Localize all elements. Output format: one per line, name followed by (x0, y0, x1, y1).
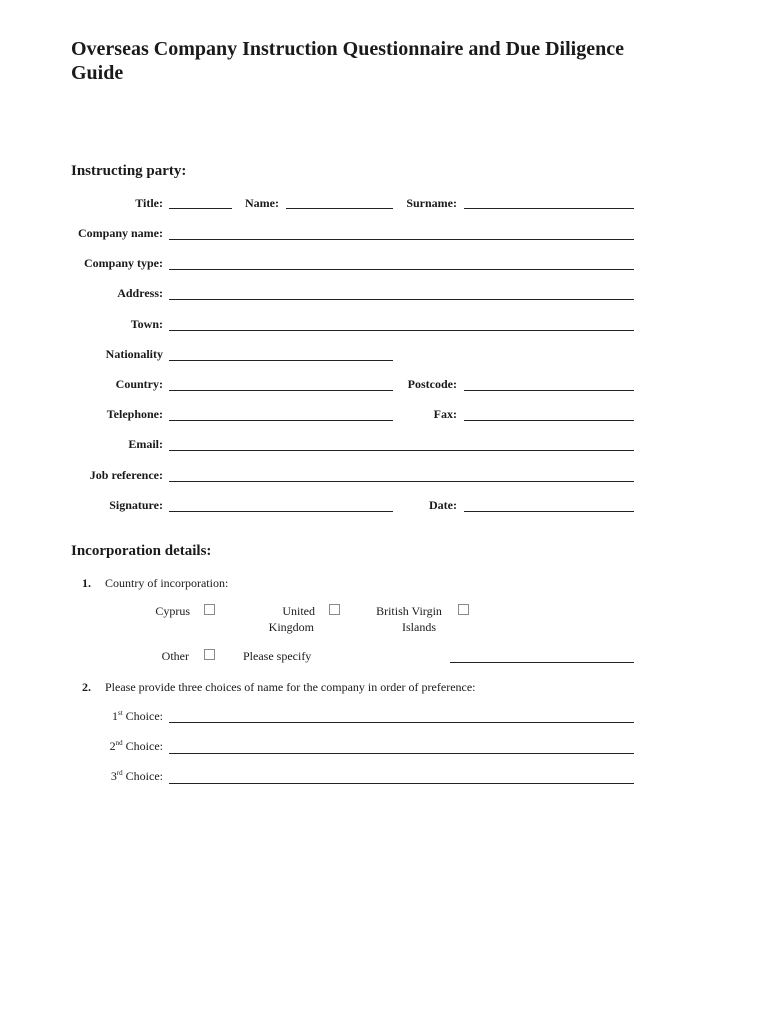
choice-3-label: 3rd Choice: (110, 769, 163, 783)
town-label: Town: (130, 317, 163, 331)
question-2-text: Please provide three choices of name for the company in order of preference: (105, 680, 476, 694)
surname-label: Surname: (406, 196, 457, 210)
option-cyprus-label: Cyprus (155, 604, 190, 618)
uk-checkbox[interactable] (329, 604, 340, 615)
email-label: Email: (128, 437, 163, 451)
option-uk-label (258, 603, 338, 635)
question-1-number: 1. (82, 576, 91, 590)
telephone-label: Telephone: (106, 407, 163, 421)
town-field[interactable] (169, 330, 634, 331)
option-other-label: Other (161, 649, 189, 663)
surname-field[interactable] (464, 208, 634, 209)
company-name-label: Company name: (77, 226, 163, 240)
signature-label: Signature: (109, 498, 163, 512)
choice-3-field[interactable] (169, 783, 634, 784)
email-field[interactable] (169, 450, 634, 451)
choice-1-field[interactable] (169, 722, 634, 723)
company-type-label: Company type: (83, 256, 163, 270)
instructing-party-heading: Instructing party: (71, 163, 187, 179)
name-label: Name: (245, 196, 279, 210)
option-bvi-label (368, 603, 450, 635)
option-uk-label-line2: Kingdom (268, 620, 314, 634)
title-label: Title: (135, 196, 163, 210)
bvi-checkbox[interactable] (458, 604, 469, 615)
cyprus-checkbox[interactable] (204, 604, 215, 615)
country-label: Country: (115, 377, 163, 391)
company-name-field[interactable] (169, 239, 634, 240)
postcode-field[interactable] (464, 390, 634, 391)
other-checkbox[interactable] (204, 649, 215, 660)
question-2-number: 2. (82, 680, 91, 694)
fax-label: Fax: (433, 407, 457, 421)
date-label: Date: (429, 498, 457, 512)
nationality-field[interactable] (169, 360, 393, 361)
name-field[interactable] (286, 208, 393, 209)
other-country-field[interactable] (450, 662, 634, 663)
telephone-field[interactable] (169, 420, 393, 421)
job-reference-field[interactable] (169, 481, 634, 482)
choice-1-label: 1st Choice: (112, 709, 163, 723)
incorporation-heading: Incorporation details: (71, 543, 212, 559)
fax-field[interactable] (464, 420, 634, 421)
option-bvi-label-line1: British Virgin (376, 604, 442, 618)
option-uk-label-line1: United (282, 604, 315, 618)
choice-2-field[interactable] (169, 753, 634, 754)
country-field[interactable] (169, 390, 393, 391)
company-type-field[interactable] (169, 269, 634, 270)
page-title: Overseas Company Instruction Questionnaire and Due Diligence Guide (71, 38, 624, 84)
title-field[interactable] (169, 208, 232, 209)
date-field[interactable] (464, 511, 634, 512)
question-1-text: Country of incorporation: (105, 576, 229, 590)
please-specify-label: Please specify (243, 649, 312, 663)
address-label: Address: (117, 286, 163, 300)
nationality-label: Nationality (105, 347, 163, 361)
option-bvi-label-line2: Islands (402, 620, 436, 634)
job-reference-label: Job reference: (89, 468, 163, 482)
postcode-label: Postcode: (407, 377, 457, 391)
signature-field[interactable] (169, 511, 393, 512)
address-field[interactable] (169, 299, 634, 300)
choice-2-label: 2nd Choice: (109, 739, 163, 753)
